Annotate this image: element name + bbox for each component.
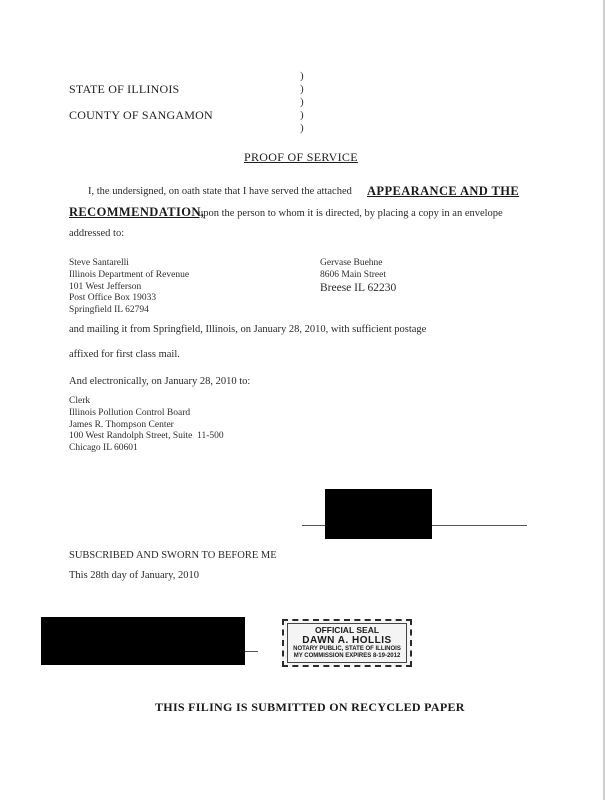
caption-bracket: ) [300,109,304,121]
seal-notary-name: DAWN A. HOLLIS [302,635,392,646]
address-line: James R. Thompson Center [69,419,174,430]
caption-bracket: ) [300,70,304,82]
paragraph-intro-end: addressed to: [69,228,125,239]
address-line: 100 West Randolph Street, Suite 11-500 [69,431,224,442]
address-line: Illinois Pollution Control Board [69,407,191,418]
address-line: Springfield IL 62794 [69,305,149,316]
address-line: Illinois Department of Revenue [69,269,190,280]
paragraph-intro: I, the undersigned, on oath state that I have served the attached [88,186,352,197]
caption-bracket: ) [300,83,304,95]
recipient-address-2 [320,258,396,294]
address-line: Steve Santarelli [69,258,129,268]
mailing-statement: and mailing it from Springfield, Illinois, on January 28, 2010, with sufficient postage [69,324,427,335]
mailing-statement-cont: affixed for first class mail. [69,349,180,360]
address-line: Clerk [69,396,91,406]
address-line: 101 West Jefferson [69,281,142,292]
caption-bracket: ) [300,96,304,108]
redacted-notary-signature [41,617,245,665]
address-line: 8606 Main Street [320,269,386,280]
document-title: PROOF OF SERVICE [244,150,358,164]
seal-notary-title: NOTARY PUBLIC, STATE OF ILLINOIS [293,646,401,652]
recycled-paper-notice: THIS FILING IS SUBMITTED ON RECYCLED PAPER [155,700,465,714]
paragraph-intro-cont: upon the person to whom it is directed, by placing a copy in an envelope [198,208,503,219]
address-line: Post Office Box 19033 [69,293,157,304]
recipient-address-1 [69,258,189,317]
address-city-line: Breese IL 62230 [320,281,397,294]
redacted-signature [325,489,432,539]
jurat-date: This 28th day of January, 2010 [69,570,199,581]
address-line: Chicago IL 60601 [69,443,138,454]
seal-commission-expiry: MY COMMISSION EXPIRES 8-19-2012 [293,653,401,659]
caption-state: STATE OF ILLINOIS [69,82,180,96]
caption-county: COUNTY OF SANGAMON [69,108,213,122]
address-line: Gervase Buehne [320,258,383,268]
notary-seal-stamp [282,619,412,667]
electronic-service-statement: And electronically, on January 28, 2010 to: [69,376,251,387]
caption-bracket: ) [300,122,304,134]
jurat-subscribed: SUBSCRIBED AND SWORN TO BEFORE ME [69,550,277,561]
served-document-name: APPEARANCE AND THE [367,184,520,198]
served-document-name-cont: RECOMMENDATION, [69,205,205,219]
clerk-address [69,396,224,455]
seal-heading: OFFICIAL SEAL [314,625,380,635]
